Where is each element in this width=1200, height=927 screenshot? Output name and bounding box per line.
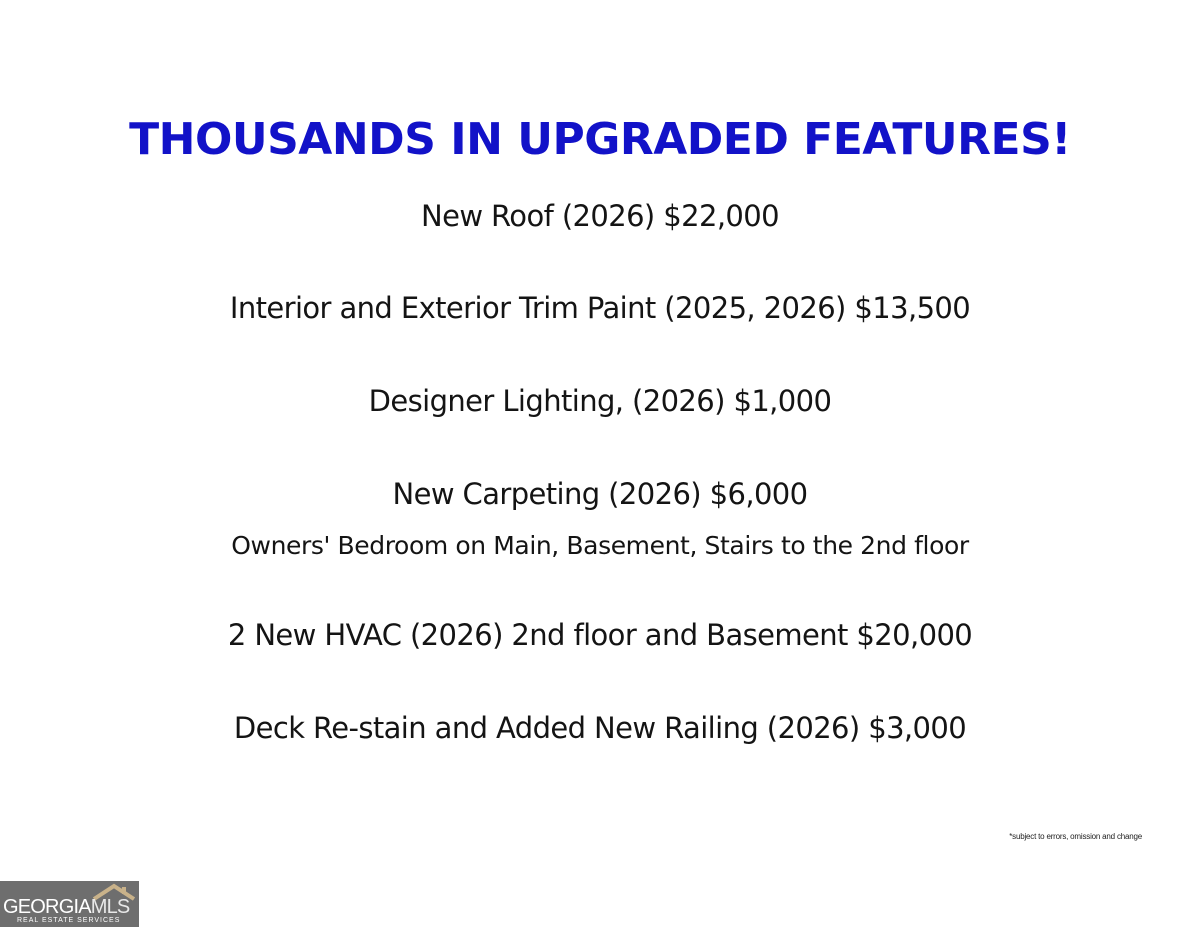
feature-hvac: 2 New HVAC (2026) 2nd floor and Basement $20,000 (227, 618, 973, 652)
logo-wordmark-georgia: GEORGIA (3, 896, 91, 918)
logo-tagline: REAL ESTATE SERVICES (17, 917, 121, 924)
georgia-mls-logo (0, 881, 139, 927)
feature-lighting: Designer Lighting, (2026) $1,000 (368, 384, 832, 418)
feature-roof: New Roof (2026) $22,000 (420, 199, 779, 233)
feature-carpeting-detail: Owners' Bedroom on Main, Basement, Stairs to the 2nd floor (231, 531, 969, 560)
page-title: THOUSANDS IN UPGRADED FEATURES! (129, 114, 1071, 165)
logo-wordmark (3, 897, 129, 917)
feature-deck: Deck Re-stain and Added New Railing (2026) $3,000 (233, 711, 967, 745)
feature-trim-paint: Interior and Exterior Trim Paint (2025, 2026) $13,500 (229, 291, 971, 325)
feature-carpeting: New Carpeting (2026) $6,000 (392, 477, 808, 511)
logo-wordmark-mls: MLS (90, 896, 130, 918)
disclaimer: *subject to errors, omission and change (1009, 832, 1142, 841)
